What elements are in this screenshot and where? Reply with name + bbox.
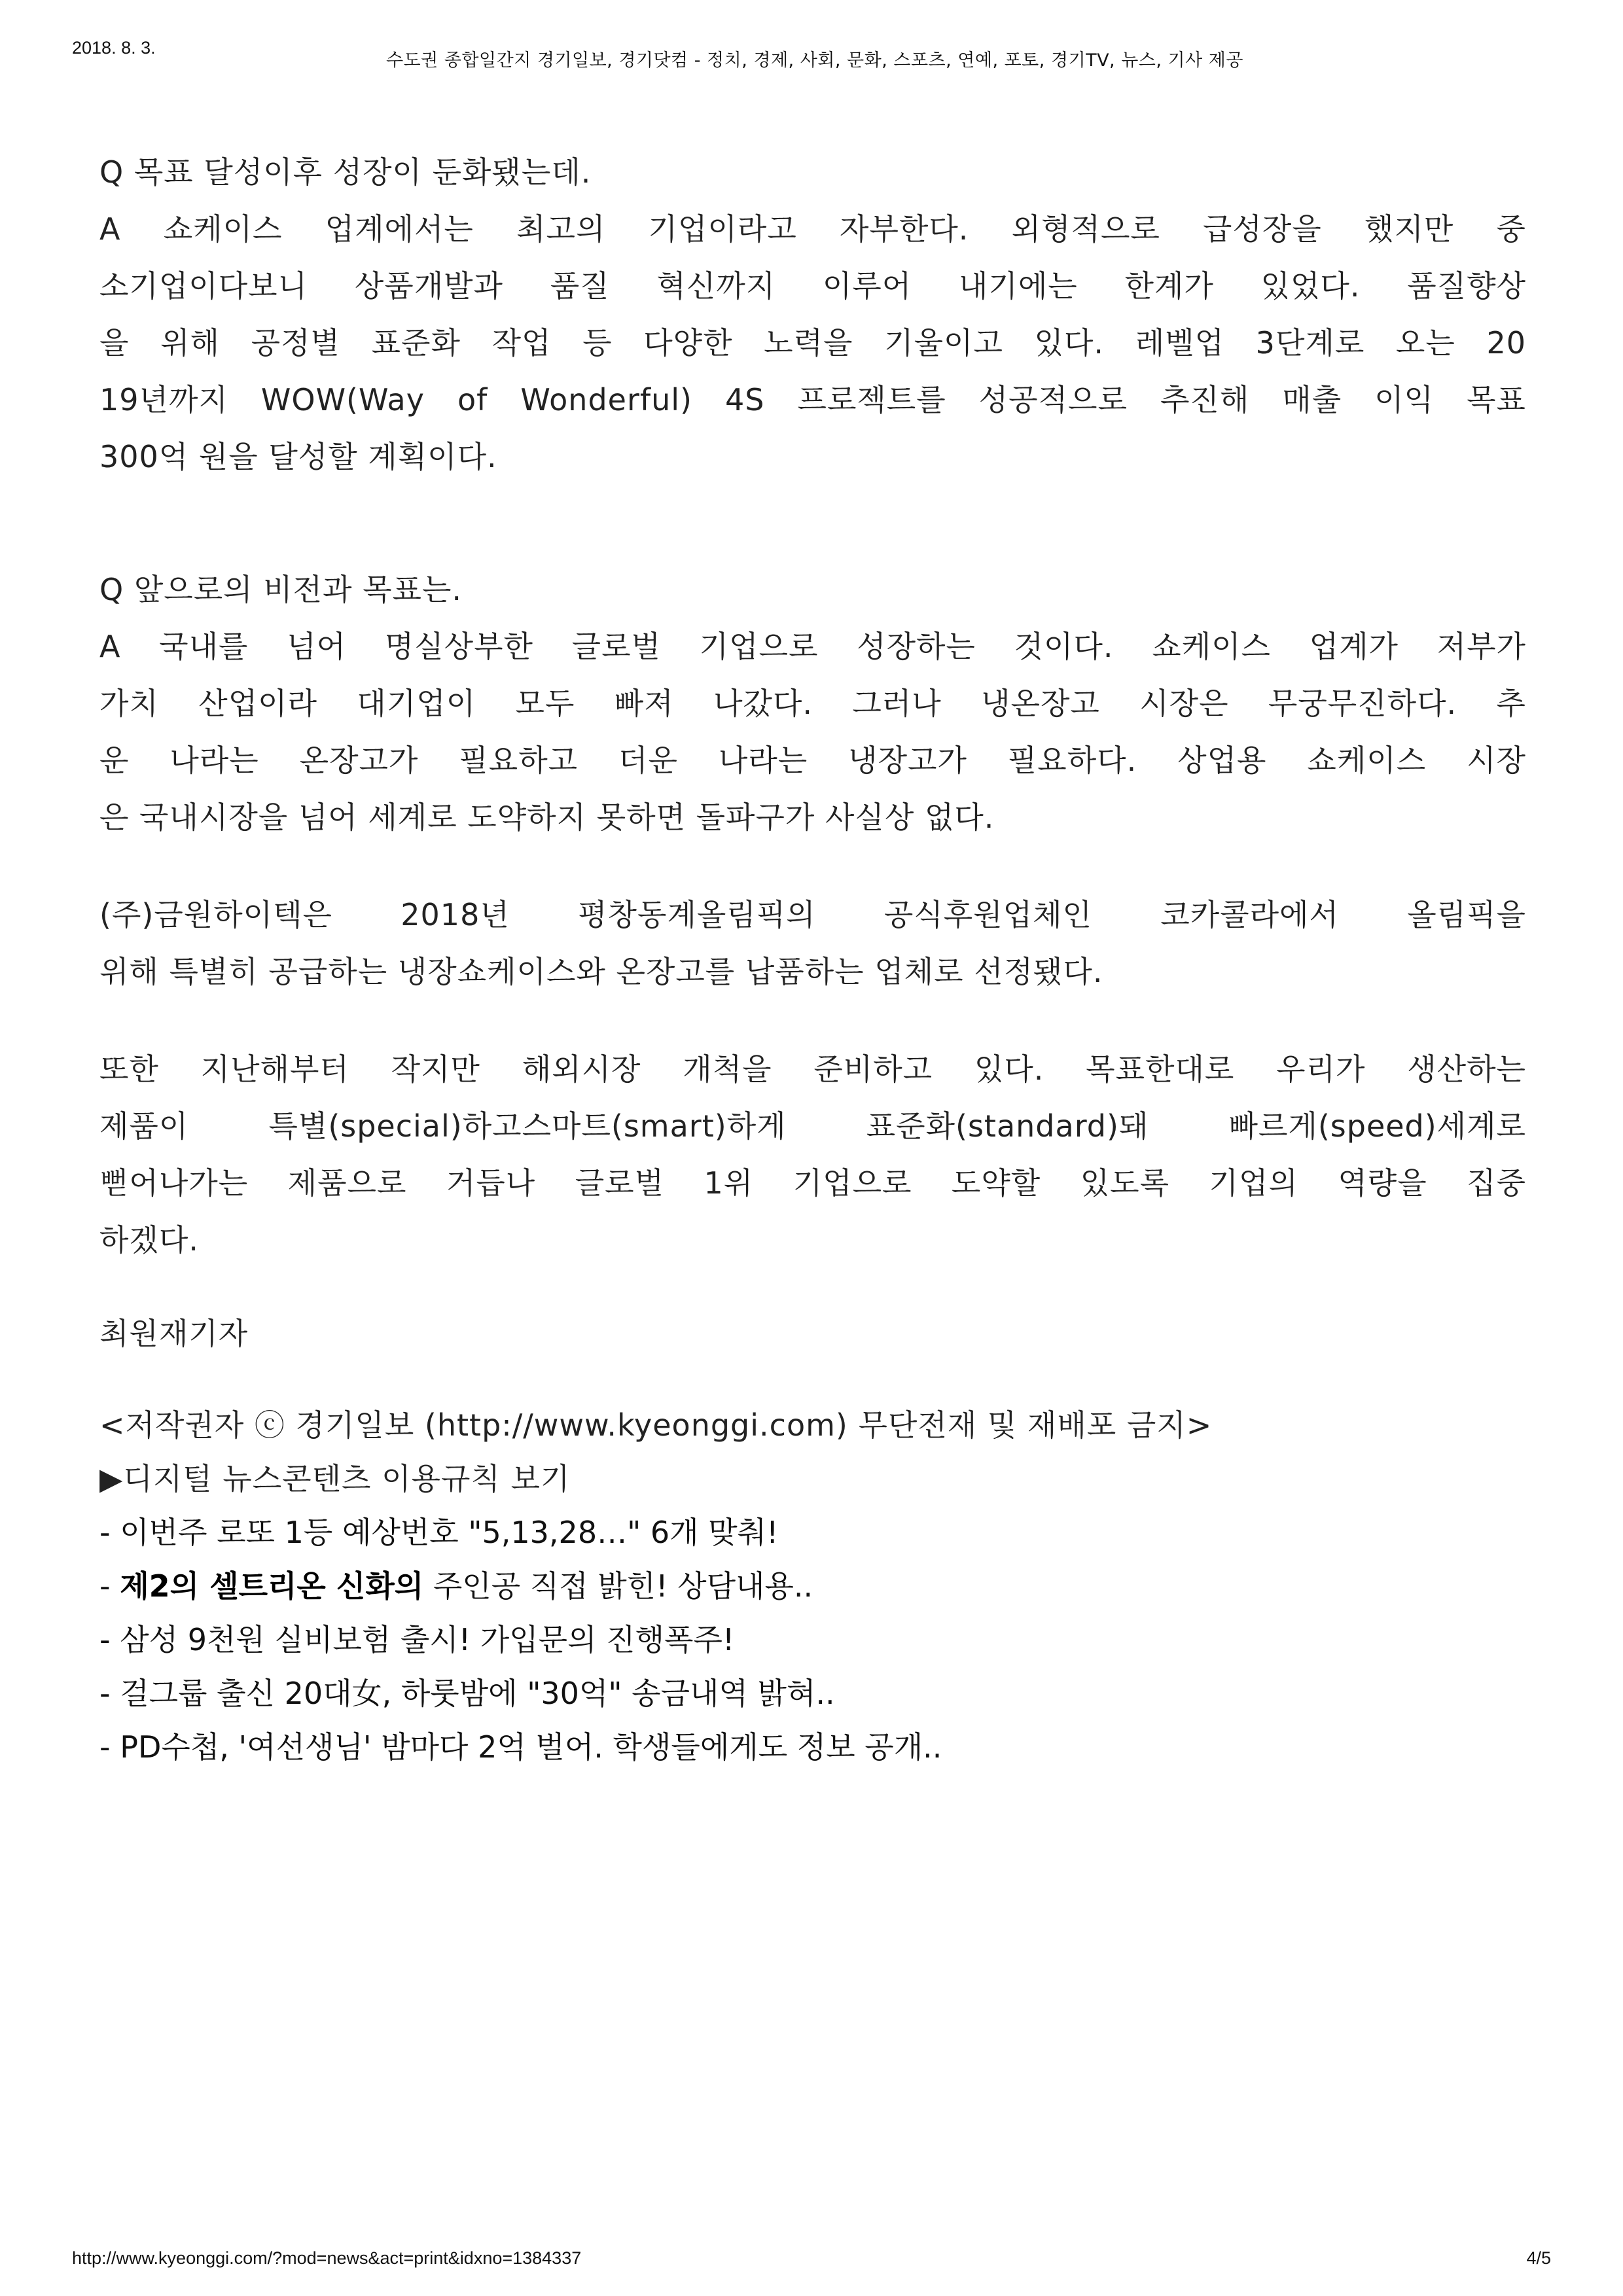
qa1-block <box>99 144 1526 486</box>
overseas-line: 또한 지난해부터 작지만 해외시장 개척을 준비하고 있다. 목표한대로 우리가 생산하는 <box>99 1051 1526 1087</box>
qa1-answer-line: 을 위해 공정별 표준화 작업 등 다양한 노력을 기울이고 있다. 레벨업 3단계로 오는 20 <box>99 325 1526 361</box>
print-footer <box>0 2248 1623 2274</box>
qa2-answer-line: A 국내를 넘어 명실상부한 글로벌 기업으로 성장하는 것이다. 쇼케이스 업계가 저부가 <box>99 629 1526 664</box>
olympic-line: (주)금원하이텍은 2018년 평창동계올림픽의 공식후원업체인 코카콜라에서 올림픽을 <box>99 897 1526 932</box>
qa1-answer-line: A 쇼케이스 업계에서는 최고의 기업이라고 자부한다. 외형적으로 급성장을 했지만 중 <box>99 211 1526 247</box>
qa2-question: Q 앞으로의 비전과 목표는. <box>99 572 463 607</box>
copyright-notice: <저작권자 ⓒ 경기일보 (http://www.kyeonggi.com) 무단전재 및 재배포 금지> <box>99 1407 1213 1443</box>
print-date: 2018. 8. 3. <box>72 38 156 58</box>
qa1-question: Q 목표 달성이후 성장이 둔화됐는데. <box>99 154 592 190</box>
olympic-line: 위해 특별히 공급하는 냉장쇼케이스와 온장고를 납품하는 업체로 선정됐다. <box>99 954 1103 989</box>
reporter-byline: 최원재기자 <box>99 1316 249 1351</box>
overseas-line: 하겠다. <box>99 1222 199 1258</box>
qa2-answer-line: 운 나라는 온장고가 필요하고 더운 나라는 냉장고가 필요하다. 상업용 쇼케이스 시장 <box>99 743 1526 778</box>
print-header <box>0 38 1623 71</box>
promo-link[interactable]: - 삼성 9천원 실비보험 출시! 가입문의 진행폭주! <box>99 1622 735 1657</box>
news-rules-link[interactable]: ▶디지털 뉴스콘텐츠 이용규칙 보기 <box>99 1461 571 1496</box>
olympic-paragraph <box>99 887 1526 1000</box>
promo-link[interactable]: - 걸그룹 출신 20대女, 하룻밤에 "30억" 송금내역 밝혀.. <box>99 1676 835 1711</box>
page-number: 4/5 <box>1526 2248 1551 2268</box>
promo-link[interactable]: - PD수첩, '여선생님' 밤마다 2억 벌어. 학생들에게도 정보 공개.. <box>99 1729 942 1765</box>
site-title: 수도권 종합일간지 경기일보, 경기닷컴 - 정치, 경제, 사회, 문화, 스포츠, 연예, 포토, 경기TV, 뉴스, 기사 제공 <box>386 50 1243 71</box>
article-body <box>99 144 1526 1774</box>
promo-link[interactable]: - 이번주 로또 1등 예상번호 "5,13,28…" 6개 맞춰! <box>99 1515 779 1550</box>
qa1-answer-line: 300억 원을 달성할 계획이다. <box>99 439 497 474</box>
qa2-block <box>99 561 1526 846</box>
qa2-answer-line: 가치 산업이라 대기업이 모두 빠져 나갔다. 그러나 냉온장고 시장은 무궁무진하다. 추 <box>99 686 1526 721</box>
qa2-answer-line: 은 국내시장을 넘어 세계로 도약하지 못하면 돌파구가 사실상 없다. <box>99 800 995 835</box>
promo-link[interactable]: - 제2의 셀트리온 신화의 주인공 직접 밝힌! 상담내용.. <box>99 1568 813 1604</box>
promo-link-bold: 제2의 셀트리온 신화의 <box>120 1568 424 1604</box>
overseas-line: 제품이 특별(special)하고스마트(smart)하게 표준화(standard)돼 빠르게(speed)세계로 <box>99 1108 1526 1144</box>
overseas-line: 뻗어나가는 제품으로 거듭나 글로벌 1위 기업으로 도약할 있도록 기업의 역량을 집중 <box>99 1165 1526 1201</box>
page-url: http://www.kyeonggi.com/?mod=news&act=print&idxno=1384337 <box>72 2248 582 2268</box>
overseas-paragraph <box>99 1041 1526 1269</box>
qa1-answer-line: 19년까지 WOW(Way of Wonderful) 4S 프로젝트를 성공적으로 추진해 매출 이익 목표 <box>99 382 1526 417</box>
qa1-answer-line: 소기업이다보니 상품개발과 품질 혁신까지 이루어 내기에는 한계가 있었다. 품질향상 <box>99 268 1526 304</box>
promo-link-list <box>99 1506 1526 1774</box>
